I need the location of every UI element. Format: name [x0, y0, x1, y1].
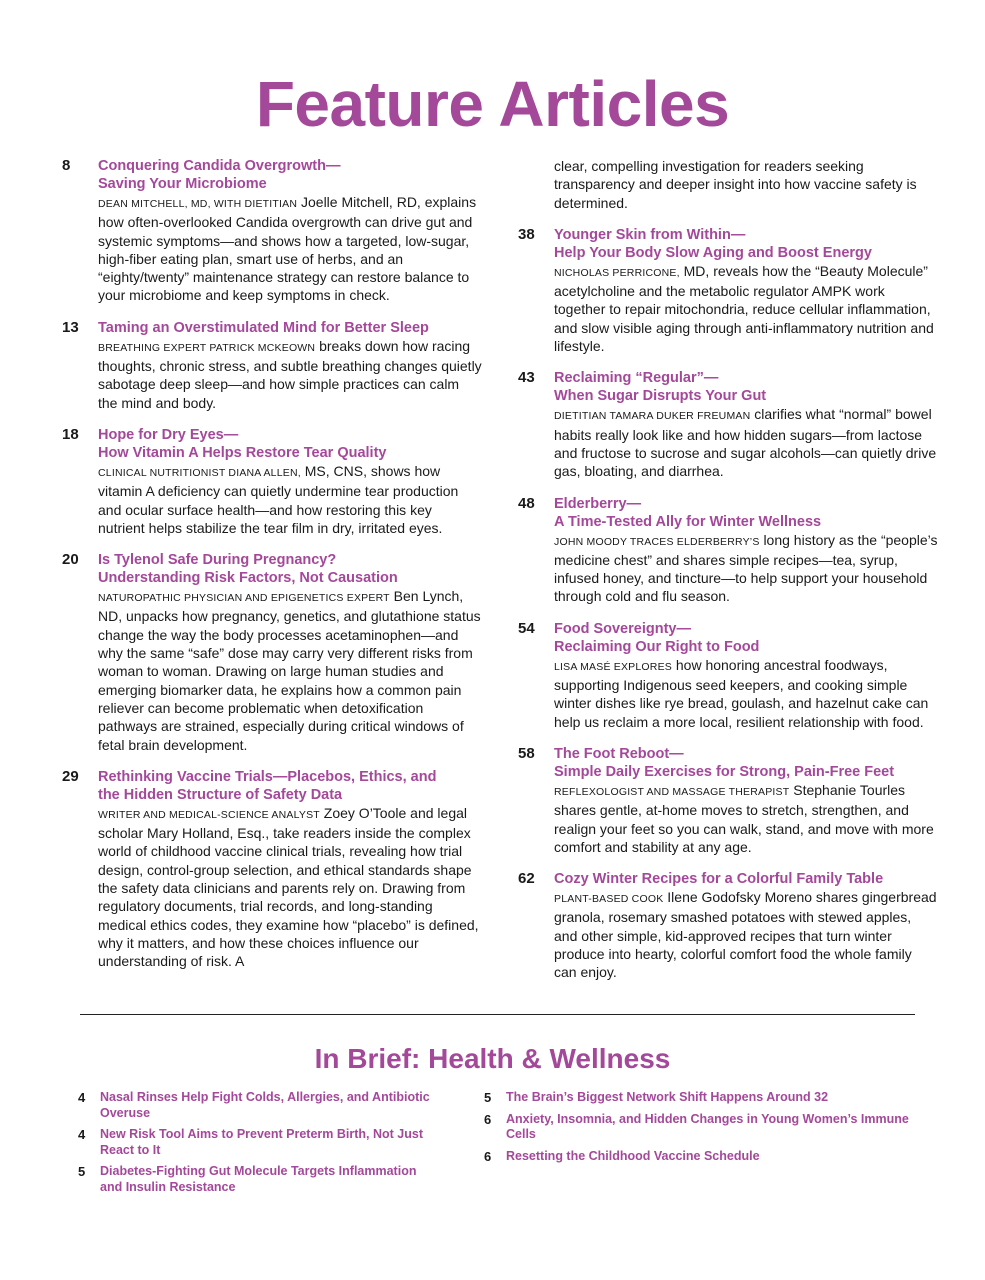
article-title[interactable]: Conquering Candida Overgrowth— Saving Your Microbiome [98, 158, 341, 192]
page-number: 54 [518, 619, 535, 637]
brief-item[interactable] [484, 1090, 924, 1106]
brief-title[interactable]: New Risk Tool Aims to Prevent Preterm Birth, Not Just React to It [100, 1127, 423, 1157]
brief-title[interactable]: Anxiety, Insomnia, and Hidden Changes in Young Women’s Immune Cells [506, 1111, 909, 1141]
article-byline: WRITER AND MEDICAL-SCIENCE ANALYST [98, 808, 320, 821]
article-description: JOHN MOODY TRACES ELDERBERRY’S long history as the “people’s medicine chest” and shares simple recipes—tea, syrup, infused honey, and tincture—to help support your household through cold and flu season. [554, 531, 938, 605]
in-brief-heading: In Brief: Health & Wellness [314, 1043, 671, 1074]
brief-title[interactable]: Resetting the Childhood Vaccine Schedule [506, 1148, 760, 1163]
article-byline: CLINICAL NUTRITIONIST DIANA ALLEN, [98, 466, 301, 479]
article-byline: BREATHING EXPERT PATRICK MCKEOWN [98, 341, 316, 354]
page-number: 43 [518, 369, 535, 387]
article-description: WRITER AND MEDICAL-SCIENCE ANALYST Zoey O’Toole and legal scholar Mary Holland, Esq., take readers inside the complex world of childhood vaccine clinical trials, revealing how trial design, control-group selection, and ethical standards shape the safety data clinicians and parents rely on. Drawing from regulatory documents, trial records, and long-standing medical ethics codes, they examine how “placebo” is defined, why it matters, and how these choices influence our understanding of risk. A [98, 804, 479, 970]
article-title[interactable]: The Foot Reboot— Simple Daily Exercises for Strong, Pain-Free Feet [554, 745, 895, 780]
page-number: 48 [518, 494, 535, 512]
section-divider [80, 1014, 915, 1015]
article-entry[interactable] [62, 768, 482, 971]
article-title[interactable]: Hope for Dry Eyes— How Vitamin A Helps Restore Tear Quality [98, 426, 387, 461]
page-title: Feature Articles [255, 68, 730, 140]
page-number: 29 [62, 767, 79, 785]
page-number: 5 [484, 1090, 492, 1105]
article-description: REFLEXOLOGIST AND MASSAGE THERAPIST Stephanie Tourles shares gentle, at-home moves to stretch, strengthen, and realign your feet so you can walk, stand, and move with more comfort and stability at any age. [554, 781, 934, 855]
article-entry[interactable] [62, 319, 482, 412]
page-number: 6 [484, 1111, 492, 1127]
article-byline: DEAN MITCHELL, MD, WITH DIETITIAN [98, 198, 298, 210]
article-byline: PLANT-BASED COOK [554, 893, 664, 906]
page-number: 62 [518, 870, 535, 888]
brief-item[interactable] [484, 1112, 924, 1143]
article-title[interactable]: Younger Skin from Within— Help Your Body Slow Aging and Boost Energy [554, 226, 872, 261]
article-byline: NICHOLAS PERRICONE, [554, 266, 680, 279]
article-entry[interactable] [518, 495, 938, 606]
article-description: NATUROPATHIC PHYSICIAN AND EPIGENETICS EXPERT Ben Lynch, ND, unpacks how pregnancy, genetics, and glutathione status change the way the body processes acetaminophen—and why the same “safe” dose may carry very different risks from woman to woman. Drawing on large human studies and emerging biomarker data, he explains how a common pain reliever can become problematic when detoxification pathways are strained, especially during critical windows of fetal brain development. [98, 588, 481, 753]
brief-item[interactable] [78, 1127, 438, 1158]
article-description: LISA MASÉ EXPLORES how honoring ancestral foodways, supporting Indigenous seed keepers, and cooking simple winter dishes like rye bread, goulash, and hazelnut cake can help us reclaim a more local, resilient relationship with food. [554, 656, 929, 730]
page-number: 38 [518, 225, 535, 243]
article-title[interactable]: Is Tylenol Safe During Pregnancy? Understanding Risk Factors, Not Causation [98, 552, 398, 587]
in-brief-right-column [484, 1090, 924, 1170]
article-entry[interactable] [518, 870, 938, 981]
articles-left-column [62, 157, 482, 985]
article-description: NICHOLAS PERRICONE, MD, reveals how the “Beauty Molecule” acetylcholine and the metabolic regulator AMPK work together to repair mitochondria, reduce cellular inflammation, and slow visible aging through anti-inflammatory nutrition and lifestyle. [554, 262, 934, 355]
article-description: BREATHING EXPERT PATRICK MCKEOWN breaks down how racing thoughts, chronic stress, and subtle breathing changes quietly sabotage deep sleep—and how simple practices can calm the mind and body. [98, 337, 482, 411]
article-description: DEAN MITCHELL, MD, WITH DIETITIAN Joelle Mitchell, RD, explains how often-overlooked Candida overgrowth can drive gut and systemic symptoms—and shows how a targeted, low-sugar, high-fiber eating plan, smart use of herbs, and an “eighty/twenty” maintenance strategy can restore balance to your microbiome and keep symptoms in check. [98, 194, 477, 304]
page-number: 5 [78, 1164, 86, 1179]
article-entry[interactable] [518, 620, 938, 731]
page-number: 13 [62, 318, 79, 336]
page-number: 6 [484, 1148, 492, 1164]
articles-right-column [518, 157, 938, 996]
page-number: 20 [62, 551, 79, 569]
article-description: DIETITIAN TAMARA DUKER FREUMAN clarifies what “normal” bowel habits really look like and how hidden sugars—from lactose and fructose to sucrose and sugar alcohols—can quietly drive gas, bloating, and diarrhea. [554, 406, 937, 480]
brief-item[interactable] [78, 1090, 438, 1121]
article-title[interactable]: Taming an Overstimulated Mind for Better Sleep [98, 319, 429, 336]
article-entry[interactable] [518, 226, 938, 355]
article-title[interactable]: Food Sovereignty— Reclaiming Our Right to Food [554, 620, 760, 655]
article-title[interactable]: Rethinking Vaccine Trials—Placebos, Ethics, and the Hidden Structure of Safety Data [98, 768, 437, 803]
page-number: 18 [62, 425, 79, 443]
article-byline: JOHN MOODY TRACES ELDERBERRY’S [554, 535, 760, 548]
article-byline: LISA MASÉ EXPLORES [554, 660, 672, 673]
article-byline: NATUROPATHIC PHYSICIAN AND EPIGENETICS EXPERT [98, 592, 390, 605]
article-entry[interactable] [62, 157, 482, 305]
page-number: 58 [518, 744, 535, 762]
article-entry[interactable] [62, 551, 482, 754]
brief-title[interactable]: The Brain’s Biggest Network Shift Happens Around 32 [506, 1090, 829, 1104]
article-title[interactable]: Cozy Winter Recipes for a Colorful Family Table [554, 871, 884, 888]
brief-title[interactable]: Diabetes-Fighting Gut Molecule Targets Inflammation and Insulin Resistance [100, 1164, 417, 1194]
brief-item[interactable] [484, 1149, 924, 1165]
brief-title[interactable]: Nasal Rinses Help Fight Colds, Allergies, and Antibiotic Overuse [100, 1090, 430, 1120]
page-number: 4 [78, 1090, 86, 1105]
article-entry[interactable] [518, 745, 938, 856]
article-description: PLANT-BASED COOK Ilene Godofsky Moreno shares gingerbread granola, rosemary smashed potatoes with stewed apples, and other simple, kid-approved recipes that turn winter produce into hearty, colorful comfort food the whole family can enjoy. [554, 889, 937, 981]
brief-item[interactable] [78, 1164, 438, 1195]
in-brief-left-column [78, 1090, 438, 1201]
article-title[interactable]: Elderberry— A Time-Tested Ally for Winter Wellness [554, 495, 822, 530]
article-description: CLINICAL NUTRITIONIST DIANA ALLEN, MS, CNS, shows how vitamin A deficiency can quietly undermine tear production and ocular surface health—and how restoring this key nutrient helps stabilize the tear film in dry, irritated eyes. [98, 462, 459, 536]
article-title[interactable]: Reclaiming “Regular”— When Sugar Disrupts Your Gut [554, 370, 767, 405]
page-number: 4 [78, 1127, 86, 1142]
article-entry[interactable] [518, 369, 938, 480]
article-continuation: clear, compelling investigation for readers seeking transparency and deeper insight into how vaccine safety is determined. [554, 158, 917, 211]
article-entry[interactable] [62, 426, 482, 537]
page-number: 8 [62, 157, 71, 174]
article-byline: DIETITIAN TAMARA DUKER FREUMAN [554, 410, 751, 423]
article-byline: REFLEXOLOGIST AND MASSAGE THERAPIST [554, 785, 790, 798]
